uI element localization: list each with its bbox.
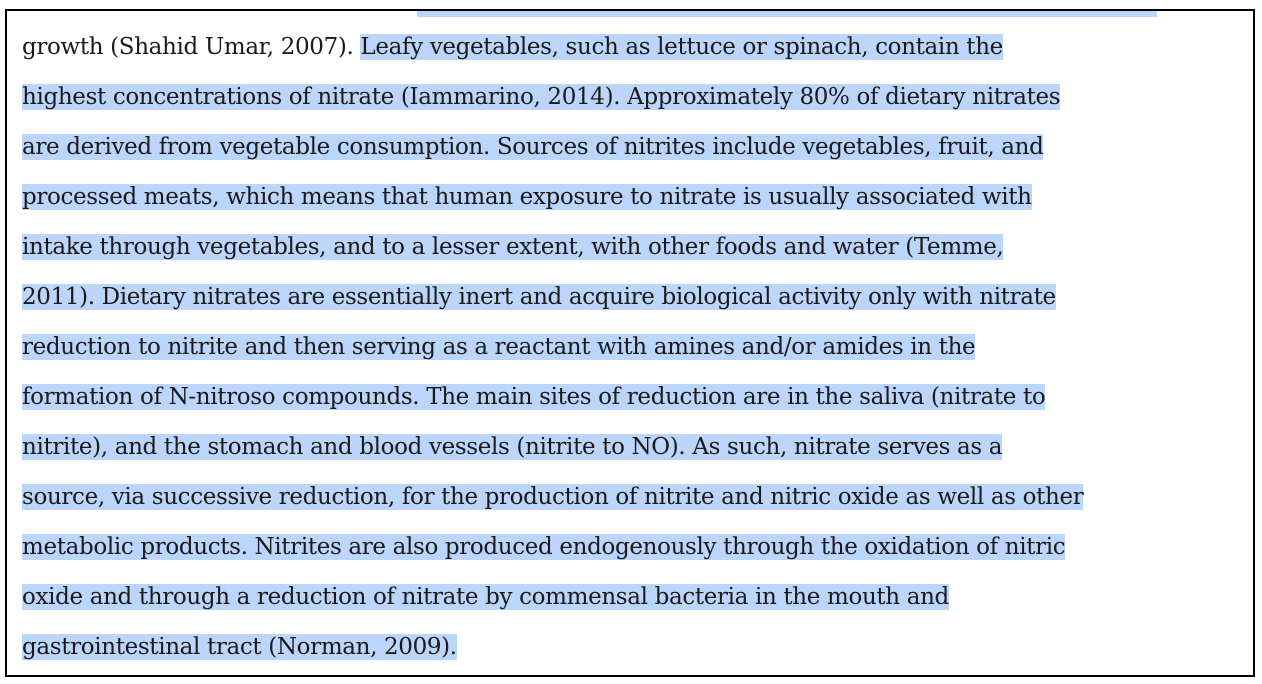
text-line-selected: nitrite), and the stomach and blood vessels (nitrite to NO). As such, nitrate serves as a xyxy=(22,434,1003,460)
text-line[interactable] xyxy=(22,379,1045,415)
text-line-selected: source, via successive reduction, for the production of nitrite and nitric oxide as well as other xyxy=(22,484,1084,510)
text-line[interactable] xyxy=(22,79,1060,115)
text-line-selected: Leafy vegetables, such as lettuce or spinach, contain the xyxy=(360,34,1003,60)
text-line[interactable] xyxy=(22,629,457,665)
text-line[interactable] xyxy=(22,429,1002,465)
text-line[interactable] xyxy=(22,279,1056,315)
text-line-selected: 2011). Dietary nitrates are essentially inert and acquire biological activity only with nitrate xyxy=(22,284,1056,310)
text-line[interactable] xyxy=(22,229,1003,265)
text-line[interactable] xyxy=(22,329,975,365)
text-line[interactable] xyxy=(22,579,949,615)
text-line-unselected: growth (Shahid Umar, 2007). xyxy=(22,34,361,60)
text-line-selected: highest concentrations of nitrate (Iammarino, 2014). Approximately 80% of dietary nitrates xyxy=(22,84,1061,110)
text-line-selected: are derived from vegetable consumption. Sources of nitrites include vegetables, fruit, and xyxy=(22,134,1044,160)
text-line-selected: gastrointestinal tract (Norman, 2009). xyxy=(22,634,457,660)
text-line-selected: intake through vegetables, and to a lesser extent, with other foods and water (Temme, xyxy=(22,234,1004,260)
document-text-frame xyxy=(5,9,1255,677)
text-line[interactable] xyxy=(22,479,1083,515)
selection-highlight-clipped-line xyxy=(417,9,1157,17)
text-line-selected: formation of N-nitroso compounds. The main sites of reduction are in the saliva (nitrate to xyxy=(22,384,1046,410)
text-line[interactable] xyxy=(22,29,1003,65)
text-line-selected: metabolic products. Nitrites are also produced endogenously through the oxidation of nitric xyxy=(22,534,1066,560)
text-line-selected: processed meats, which means that human exposure to nitrate is usually associated with xyxy=(22,184,1032,210)
text-line-selected: reduction to nitrite and then serving as a reactant with amines and/or amides in the xyxy=(22,334,976,360)
text-line[interactable] xyxy=(22,129,1043,165)
text-line-selected: oxide and through a reduction of nitrate by commensal bacteria in the mouth and xyxy=(22,584,949,610)
text-line[interactable] xyxy=(22,179,1032,215)
text-line[interactable] xyxy=(22,529,1065,565)
